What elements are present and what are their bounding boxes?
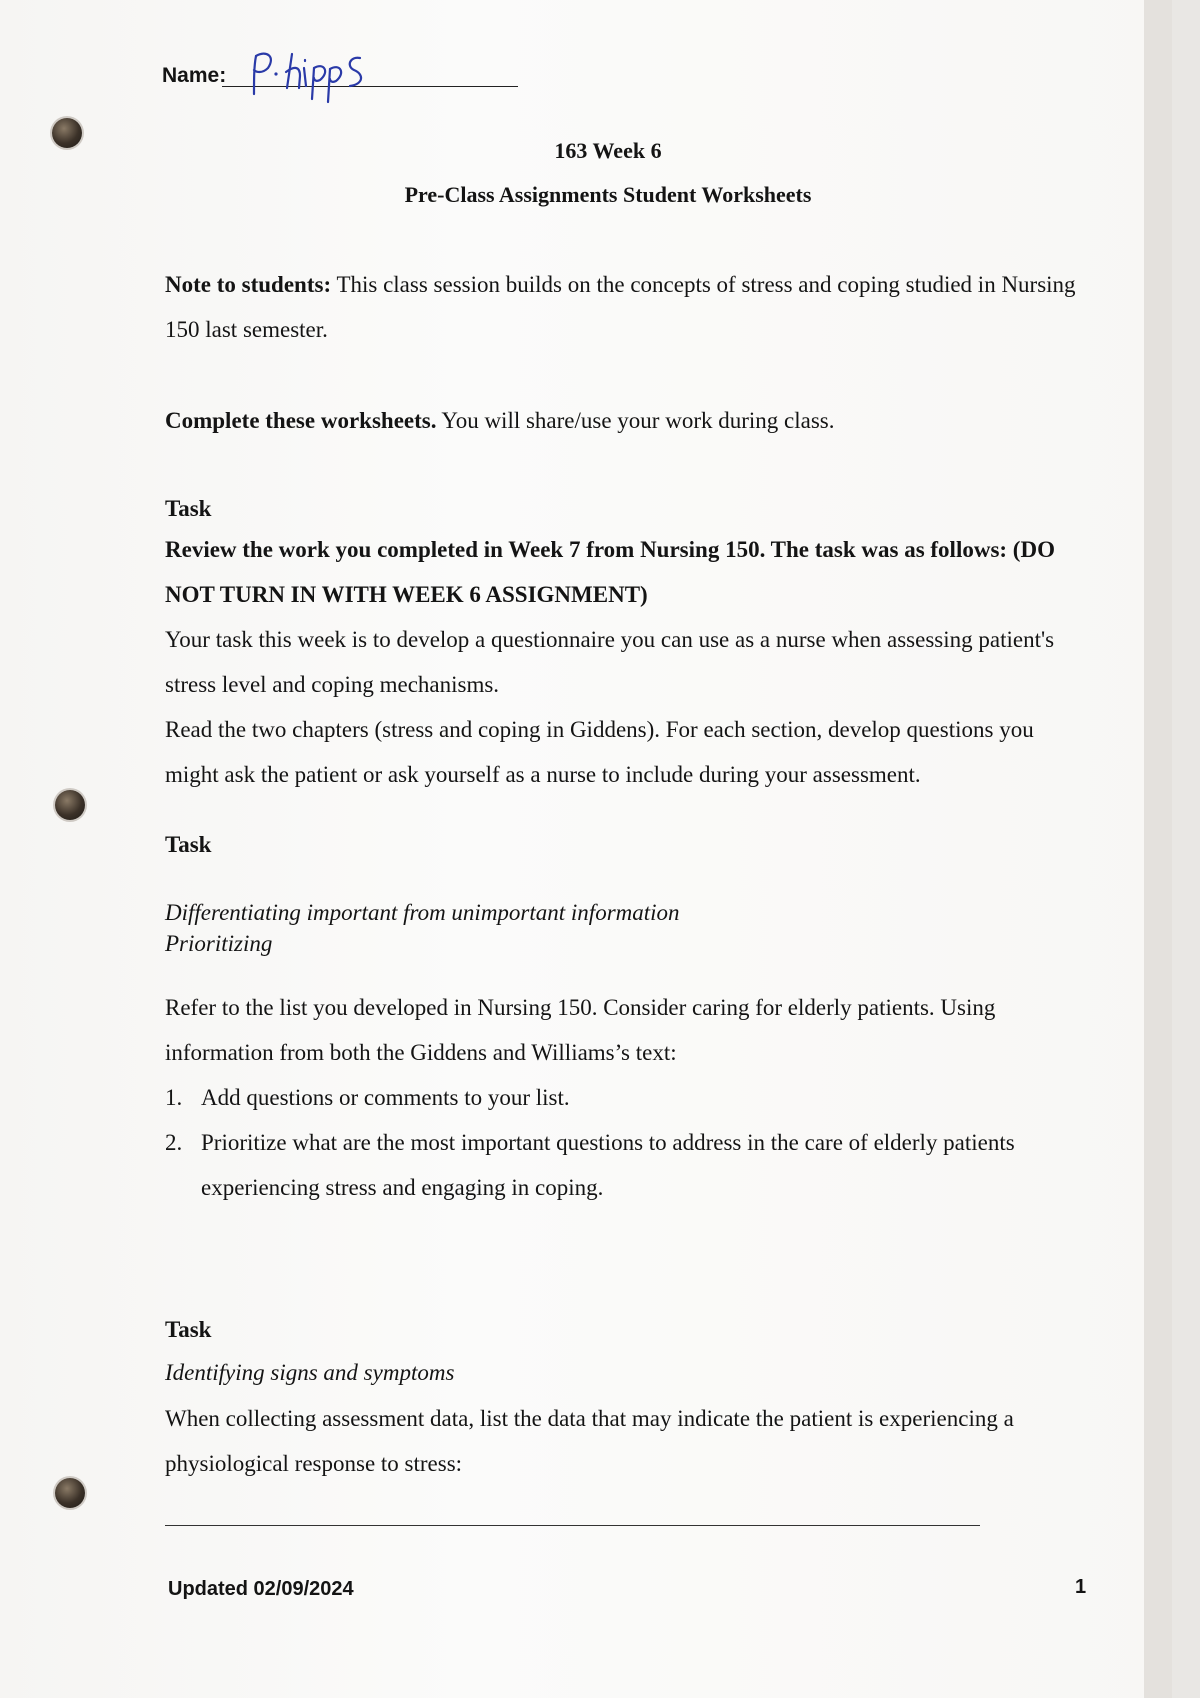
note-paragraph: [165, 262, 1085, 352]
note-label: Note to students:: [165, 272, 332, 297]
page-number: 1: [1075, 1576, 1087, 1598]
punch-hole-middle: [55, 790, 85, 820]
task-3-subheading: Identifying signs and symptoms: [165, 1360, 455, 1385]
task-1-paragraph-2: Read the two chapters (stress and coping in Giddens). For each section, develop questions you might ask the patient or ask yourself as a nurse to include during your assessment.: [165, 717, 1034, 787]
task-2-heading: Task: [165, 832, 212, 857]
list-item-text: Prioritize what are the most important questions to address in the care of elderly patients experiencing stress and engaging in coping.: [201, 1130, 1015, 1200]
name-label: Name:: [162, 64, 227, 87]
task-2-subheading-2: Prioritizing: [165, 931, 273, 956]
handwritten-signature: [232, 44, 392, 104]
complete-text: You will share/use your work during class.: [436, 408, 835, 433]
task-1-paragraph-1: Your task this week is to develop a questionnaire you can use as a nurse when assessing patient's stress level and coping mechanisms.: [165, 627, 1055, 697]
complete-label: Complete these worksheets.: [165, 408, 437, 433]
answer-line: [165, 1525, 980, 1526]
list-item-number: 2.: [165, 1130, 183, 1155]
course-heading: 163 Week 6: [554, 138, 662, 163]
list-item-text: Add questions or comments to your list.: [201, 1085, 570, 1110]
list-item: [165, 1075, 1085, 1120]
complete-paragraph: [165, 398, 1085, 443]
task-1-heading: Task: [165, 496, 212, 521]
task-3-paragraph: When collecting assessment data, list the data that may indicate the patient is experiencing a physiological response to stress:: [165, 1406, 1014, 1476]
note-text: This class session builds on the concepts of stress and coping studied in Nursing 150 last semester.: [165, 272, 1076, 342]
page-edge: [1144, 0, 1172, 1698]
updated-date: Updated 02/09/2024: [168, 1578, 354, 1600]
task-1-review: Review the work you completed in Week 7 from Nursing 150. The task was as follows: (DO NOT TURN IN WITH WEEK 6 ASSIGNMENT): [165, 537, 1055, 607]
list-item-number: 1.: [165, 1085, 183, 1110]
punch-hole-bottom: [55, 1478, 85, 1508]
document-title: Pre-Class Assignments Student Worksheets: [404, 182, 812, 207]
task-2-list: [165, 1075, 1085, 1210]
list-item: [165, 1120, 1085, 1210]
task-2-intro: Refer to the list you developed in Nursing 150. Consider caring for elderly patients. Using information from both the Giddens and Williams’s text:: [165, 995, 996, 1065]
task-3-heading: Task: [165, 1317, 212, 1342]
task-2-subheading-1: Differentiating important from unimportant information: [165, 900, 680, 925]
